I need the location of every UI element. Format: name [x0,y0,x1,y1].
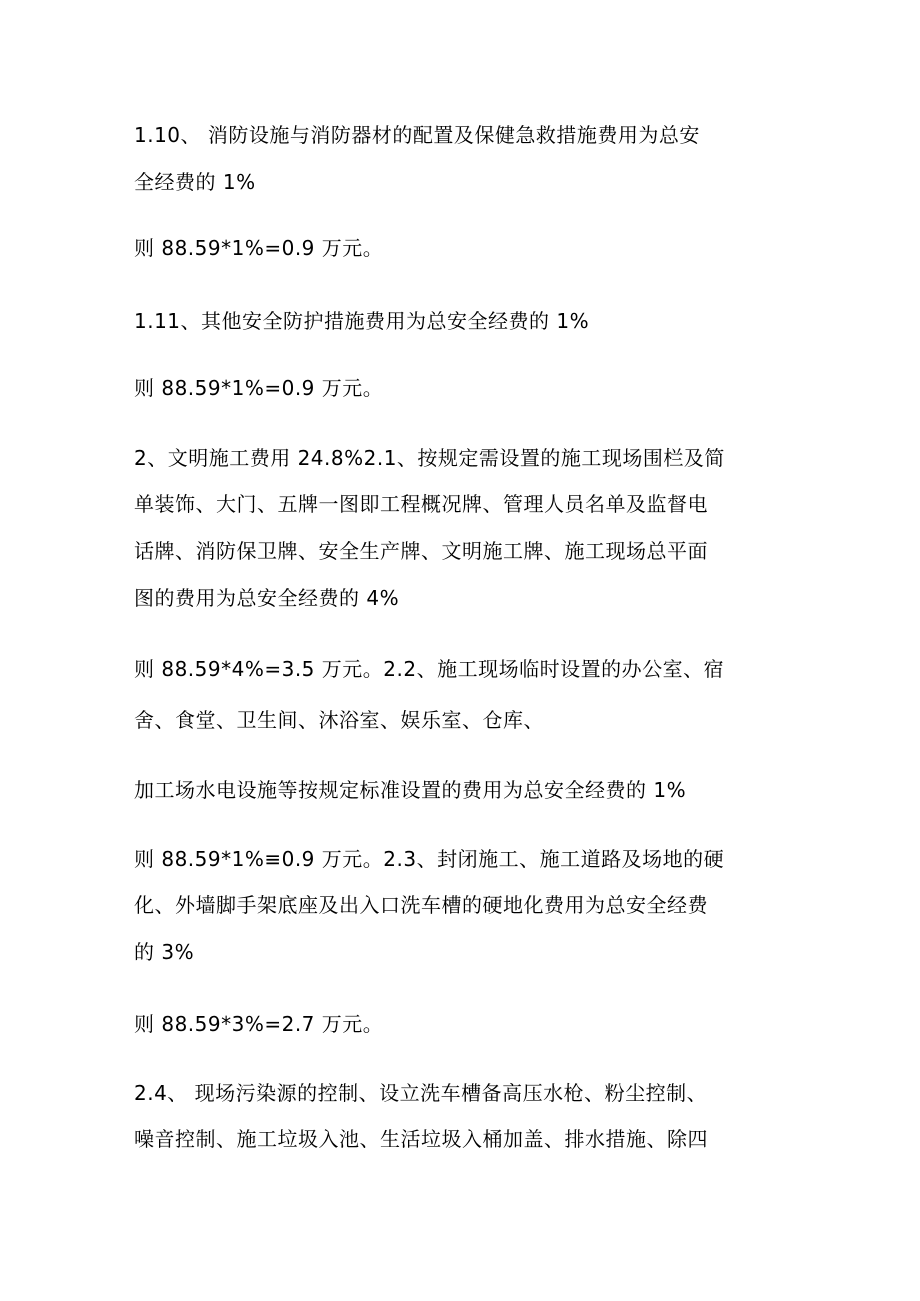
text-line-14: 化、外墙脚手架底座及出入口洗车槽的硬地化费用为总安全经费 [134,893,708,917]
text-line-6: 2、文明施工费用 24.8%2.1、按规定需设置的施工现场围栏及简 [134,446,725,470]
text-line-18: 噪音控制、施工垃圾入池、生活垃圾入桶加盖、排水措施、除四 [134,1127,708,1151]
text-line-15: 的 3% [134,940,195,964]
text-line-4: 1.11、其他安全防护措施费用为总安全经费的 1% [134,309,590,333]
text-line-17: 2.4、 现场污染源的控制、设立洗车槽备高压水枪、粉尘控制、 [134,1081,708,1105]
text-line-3: 则 88.59*1%=0.9 万元。 [134,236,384,260]
text-line-10: 则 88.59*4%=3.5 万元。2.2、施工现场临时设置的办公室、宿 [134,657,725,681]
text-line-13: 则 88.59*1%≡0.9 万元。2.3、封闭施工、施工道路及场地的硬 [134,847,725,871]
text-line-12: 加工场水电设施等按规定标准设置的费用为总安全经费的 1% [134,778,687,802]
text-line-8: 话牌、消防保卫牌、安全生产牌、文明施工牌、施工现场总平面 [134,539,708,563]
text-line-16: 则 88.59*3%=2.7 万元。 [134,1012,384,1036]
text-line-9: 图的费用为总安全经费的 4% [134,586,400,610]
text-line-2: 全经费的 1% [134,170,256,194]
text-line-5: 则 88.59*1%=0.9 万元。 [134,376,384,400]
text-line-7: 单装饰、大门、五牌一图即工程概况牌、管理人员名单及监督电 [134,492,708,516]
text-line-1: 1.10、 消防设施与消防器材的配置及保健急救措施费用为总安 [134,123,700,147]
text-line-11: 舍、食堂、卫生间、沐浴室、娱乐室、仓库、 [134,708,544,732]
